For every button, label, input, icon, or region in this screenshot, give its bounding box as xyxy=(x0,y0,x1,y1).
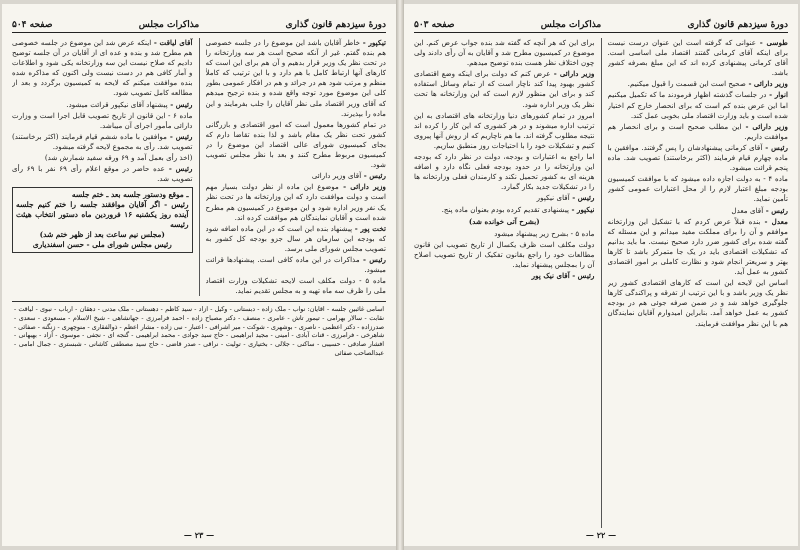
paragraph xyxy=(206,182,387,222)
left-page-column-left-body xyxy=(12,38,193,184)
paragraph-text: پیشنهادی تقدیم کرده بودم بعنوان ماده پنج. xyxy=(441,204,570,214)
paragraph xyxy=(608,143,789,173)
paragraph xyxy=(206,255,387,275)
paragraph-text: پیشنهاد آقای نیکپور قرائت میشود. xyxy=(66,99,168,109)
paragraph xyxy=(12,164,193,184)
paragraph-text: بنده قبلاً عرض کردم که با تشکیل این وزارتخانه موافقم و آن را برای مملکت مفید میدانم و این مسئله که گفته شده برای کشور ضرر دارد صحیح نیست. ما باید بدانیم که تشکیلات اقتصادی باید در یک جا متمرکز باشد تا کارها بهتر و سریعتر انجام شود و نظارت کاملی بر امور اقتصادی کشور به عمل آید. xyxy=(607,216,788,277)
paragraph-text: عده حاضر در موقع اعلام رأی ۶۹ نفر با ۶۹ رأی تصویب شد. xyxy=(12,164,193,184)
proposal-text: دولت مکلف است ظرف یکسال از تاریخ تصویب این قانون مطالعات خود را راجع بقانون تفکیک از تاریخ تصویب اصلاح آن را بمجلس پیشنهاد نماید. xyxy=(414,239,595,269)
paragraph xyxy=(414,111,595,151)
paragraph-text: موافقین با ماده ششم قیام فرمایند (اکثر برخاستند) تصویب شد. رأی به مجموع لایحه گرفته میشود. xyxy=(12,131,193,151)
speaker-name: رئیس - xyxy=(166,131,193,141)
column-divider xyxy=(199,38,200,296)
speaker-name: رئیس - xyxy=(762,142,788,152)
left-page-header xyxy=(12,12,386,30)
speaker-name: تخت پور - xyxy=(352,223,386,233)
paragraph-text: اساس این لایحه این است که کارهای اقتصادی کشور زیر نظر یک وزیر باشد و با این ترتیب از تفرقه و پراکندگی کارها جلوگیری خواهد شد و در ضمن صرفه جوئی هم در بودجه کشور به عمل خواهد آمد. بنابراین امیدوارم آقایان نمایندگان هم با این نظر موافقت فرمایند. xyxy=(607,278,788,328)
paragraph-text: در جلسات گذشته اظهار فرمودند ما که تکمیل میکنیم اما این عرض بنده کم است که برای انحصار خارج کم اختیار شده است و باید وزارت اقتصاد ملی بخوبی عمل کند. xyxy=(607,90,788,120)
paragraph-text: خاطر آقایان باشد این موضوع را در جلسه خصوصی هم بنده گفتم. غیر از آنکه صحیح است هر سه وزارتخانه را در تحت نظر یک وزیر قرار بدهیم و آن هم برای این است که کارهای آنها ارتباط کامل با هم دارد و با این ترتیب که کاملاً منظم و مرتب شود هم در جرائد و هم در افکار عمومی بطور کلی این موضوع مورد توجه واقع شده و بنده ترجیح میدهم که آقای وزیر اقتصاد ملی نظر آقایان را جلب بفرمایند و این ماده را بپذیرند. xyxy=(205,38,386,118)
left-page-column-left xyxy=(12,38,193,296)
header-rule xyxy=(414,32,788,33)
speaker-name: رئیس - xyxy=(359,254,386,264)
left-page-number: — ۲۳ — xyxy=(183,530,215,540)
paragraph-text: آقای معدل xyxy=(731,205,764,215)
speaker-name: رئیس - xyxy=(361,171,386,181)
paragraph-text: برای این که هر آنچه که گفته شد بنده جواب عرض کنم. این موضوع در کمیسیون مطرح شد و آقایان به آن رأی دادند ولی چون اختلاف نظر هست بنده توضیح میدهم. xyxy=(414,38,595,68)
paragraph xyxy=(206,38,387,119)
closing-line: رئیس - آقای نیک پور xyxy=(531,271,595,281)
paragraph xyxy=(608,217,789,278)
paragraph xyxy=(206,171,387,181)
session-end-text: رئیس - اگر آقایان موافقند جلسه را ختم کنیم جلسه آینده روز یکشنبه ۱۶ فروردین ماه دستور انتخاب هیئت رئیسه xyxy=(16,200,189,230)
session-end-signature: رئیس مجلس شورای ملی - حسن اسفندیاری xyxy=(32,240,172,250)
paragraph-text: عرض کنم که دولت برای اینکه وضع اقتصادی کشور بهبود پیدا کند ناچار است که از تمام وسائل استفاده کند و برای این منظور لازم است که این وزارتخانه ها تحت نظر یک وزیر اداره شود. xyxy=(414,69,595,109)
paragraph xyxy=(608,174,789,204)
paragraph xyxy=(414,205,595,215)
right-page-columns xyxy=(414,38,788,528)
reading-note: (بشرح آتی خوانده شد) xyxy=(468,216,540,226)
speaker-name: طوسی - xyxy=(756,38,788,47)
session-end-note: (مجلس نیم ساعت بعد از ظهر ختم شد) xyxy=(39,230,165,240)
speaker-name: نیکپور - xyxy=(569,204,595,214)
paragraph-text: ماده ۵ - دولت مکلف است لایحه تشکیلات وزارت اقتصاد ملی را ظرف سه ماه تهیه و به مجلس تقدیم نماید. xyxy=(205,276,386,296)
paragraph-text: این مطلب صحیح است و برای انحصار هم موافقت داریم. xyxy=(607,121,788,141)
paragraph-text: در تمام کشورها معمول است که امور اقتصادی و بازرگانی کشور تحت نظر یک مقام باشد و لذا بنده تقاضا دارم که بجای کمیسیون شورای عالی اقتصاد این موضوع را در کمیسیون مربوط مطرح کنند و بعد با نظر مجلس تصویب شود. xyxy=(205,119,386,170)
paragraph xyxy=(414,69,595,109)
absentees-footnote: اسامی غائبین جلسه - آقایان: نواب - ملک زاده - دبستانی - وکیل - آزاد - سید کاظم - دهستانی - ملک مدنی - دهقان - ارباب - نبوی - لیاقت - نقابت - سالار بهرامی - تیمور تاش - عامری - منصف - دکتر مصباح زاده - احمد فرامرزی - جهانشاهی - شیخ الاسلام - مسعودی - سعدی - صدرزاده - دکتر اعظمی - ناصری - بوشهری - شوکت - میر اشرافی - اعتبار - نبی زاده - مشار اعظم - ذوالفقاری - منوچهری - زنگنه - صفائی - شاهرخی - فرامرزی - قنات آبادی - امینی - مجید ابراهیمی - حاج سید جوادی - محمد ابراهیمی - گنجه ای - نجفی - موسوی - آزاد - بهبهانی - افشار صادقی - حسیبی - ساکنی - جلالی - بختیاری - تولیت - نراقی - صدر قاضی - حاج سید مصطفی کاشانی - شبستری - جمال امامی - عبدالصاحب صفائی xyxy=(14,306,384,357)
paragraph xyxy=(12,132,193,152)
paragraph xyxy=(12,38,193,99)
paragraph-text: امروز در تمام کشورهای دنیا وزارتخانه های اقتصادی به این ترتیب اداره میشوند و در هر کشوری که این کار را کرده اند نتیجه مطلوب گرفته اند. ما هم ناچاریم که از روش آنها پیروی کنیم و تشکیلات خود را با احتیاجات روز منطبق سازیم. xyxy=(414,110,595,150)
left-page-column-right xyxy=(206,38,387,296)
right-header-page: صفحه ۵۰۳ xyxy=(414,20,455,30)
paragraph-text: آقای کرمانی پیشنهادشان را پس گرفتند. موافقین با ماده چهارم قیام فرمایند (اکثر برخاستند) تصویب شد. ماده پنجم قرائت میشود. xyxy=(607,142,788,173)
right-page xyxy=(404,4,798,546)
right-page-column-right xyxy=(608,38,789,528)
paragraph xyxy=(414,193,595,203)
paragraph xyxy=(608,90,789,120)
speaker-name: تیکپور - xyxy=(360,38,386,47)
speaker-name: وزیر دارائی - xyxy=(338,182,386,192)
paragraph-text: موضوع این ماده از نظر دولت بسیار مهم است و دولت موافقت دارد که این وزارتخانه ها در تحت نظر یک نفر وزیر اداره شود و این موضوع در کمیسیون هم مطرح شده است و آقایان نمایندگان هم موافقت کرده اند. xyxy=(205,182,386,222)
book-gutter xyxy=(396,0,404,550)
session-end-title: ـ موقع ودستور جلسه بعد ـ ختم جلسه xyxy=(71,190,189,200)
right-header-volume: دورهٔ سیزدهم قانون گذاری xyxy=(687,20,788,30)
paragraph-text: صحیح است این قسمت را قبول میکنیم. xyxy=(627,79,746,89)
left-header-title: مذاکرات مجلس xyxy=(138,20,200,30)
header-rule xyxy=(12,32,386,33)
paragraph-text: مذاکرات در این ماده کافی است. پیشنهادها قرائت میشود. xyxy=(205,254,386,275)
right-page-number: — ۲۲ — xyxy=(585,530,617,540)
paragraph-text: آقای وزیر دارائی xyxy=(311,171,362,181)
left-header-volume: دورهٔ سیزدهم قانون گذاری xyxy=(285,20,386,30)
paragraph xyxy=(414,38,595,68)
paragraph-text: (اخذ رأی بعمل آمد و ۶۹ ورقه سفید شمارش شد) xyxy=(44,153,193,163)
paragraph-text: اینکه عرض شد این موضوع در جلسه خصوصی هم مطرح شد و بنده و عده ای از آقایان در آن جلسه توضیح دادیم که صلاح نیست این سه وزارتخانه یکی شود و اطلاعات و آمار کافی هم در دست نیست ولی اکنون که مذاکره شده بنده موافقت میکنم که لایحه به کمیسیون برگردد و بعد از مطالعه کامل تصویب شود. xyxy=(12,38,193,98)
speaker-name: آقای لیاقت - xyxy=(151,38,193,47)
speaker-name: انوار - xyxy=(766,90,788,100)
speaker-name: معدل - xyxy=(760,216,788,226)
footnote-rule xyxy=(12,301,386,302)
paragraph xyxy=(608,278,789,328)
paragraph xyxy=(414,152,595,192)
left-page-columns xyxy=(12,38,386,296)
paragraph-text: ماده ۴ - به دولت اجازه داده میشود که با موافقت کمیسیون بودجه مبلغ اعتبار لازم را از محل اعتبارات عمومی کشور تأمین نماید. xyxy=(607,174,788,204)
left-page xyxy=(2,4,396,546)
paragraph-text: ماده ۶ - این قانون از تاریخ تصویب قابل اجرا است و وزارت دارائی مأمور اجرای آن میباشد. xyxy=(12,110,193,130)
right-page-column-left-body xyxy=(414,38,595,215)
paragraph xyxy=(12,100,193,110)
speaker-name: وزیر دارائی - xyxy=(741,121,788,131)
paragraph-text: اما راجع به اعتبارات و بودجه، دولت در نظر دارد که بودجه این وزارتخانه را در حدود بودجه فعلی نگاه دارد و اضافه هزینه ای به کشور تحمیل نکند و کارمندان فعلی وزارتخانه ها را در تشکیلات جدید بکار گمارد. xyxy=(414,152,595,192)
speaker-name: وزیر دارائی - xyxy=(745,79,788,89)
right-page-header xyxy=(414,12,788,30)
proposal-intro: ماده ۵ - بشرح زیر پیشنهاد میشود xyxy=(494,228,595,238)
paragraph-text: عنوانی که گرفته است این عنوان درست نیست برای اینکه آقای کرمانی گفتند اقتصاد ملی اساسی است. آقای کرمانی پیشنهادی کرده اند که این مبلغ بصرفه کشور باشد. xyxy=(607,38,788,78)
right-page-column-left xyxy=(414,38,595,528)
session-end-box xyxy=(12,187,193,253)
paragraph xyxy=(206,120,387,170)
paragraph xyxy=(206,276,387,296)
paragraph xyxy=(12,153,193,163)
left-header-page: صفحه ۵۰۴ xyxy=(12,20,53,30)
paragraph xyxy=(608,122,789,142)
paragraph-text: آقای نیکپور xyxy=(536,193,570,203)
speaker-name: رئیس - xyxy=(164,164,193,174)
paragraph xyxy=(12,111,193,131)
speaker-name: رئیس - xyxy=(763,205,788,215)
column-divider xyxy=(601,38,602,528)
speaker-name: وزیر دارائی - xyxy=(550,69,595,79)
paragraph xyxy=(206,224,387,254)
paragraph xyxy=(608,38,789,78)
paragraph xyxy=(608,79,789,89)
paragraph xyxy=(608,206,789,216)
speaker-name: رئیس - xyxy=(167,99,193,109)
right-header-title: مذاکرات مجلس xyxy=(540,20,602,30)
paragraph-text: پیشنهاد بنده این است که در این ماده اضافه شود که بودجه این سازمان هر سال جزو بودجه کل کشور به تصویب مجلس شورای ملی برسد. xyxy=(205,223,386,253)
speaker-name: رئیس - xyxy=(569,193,595,203)
